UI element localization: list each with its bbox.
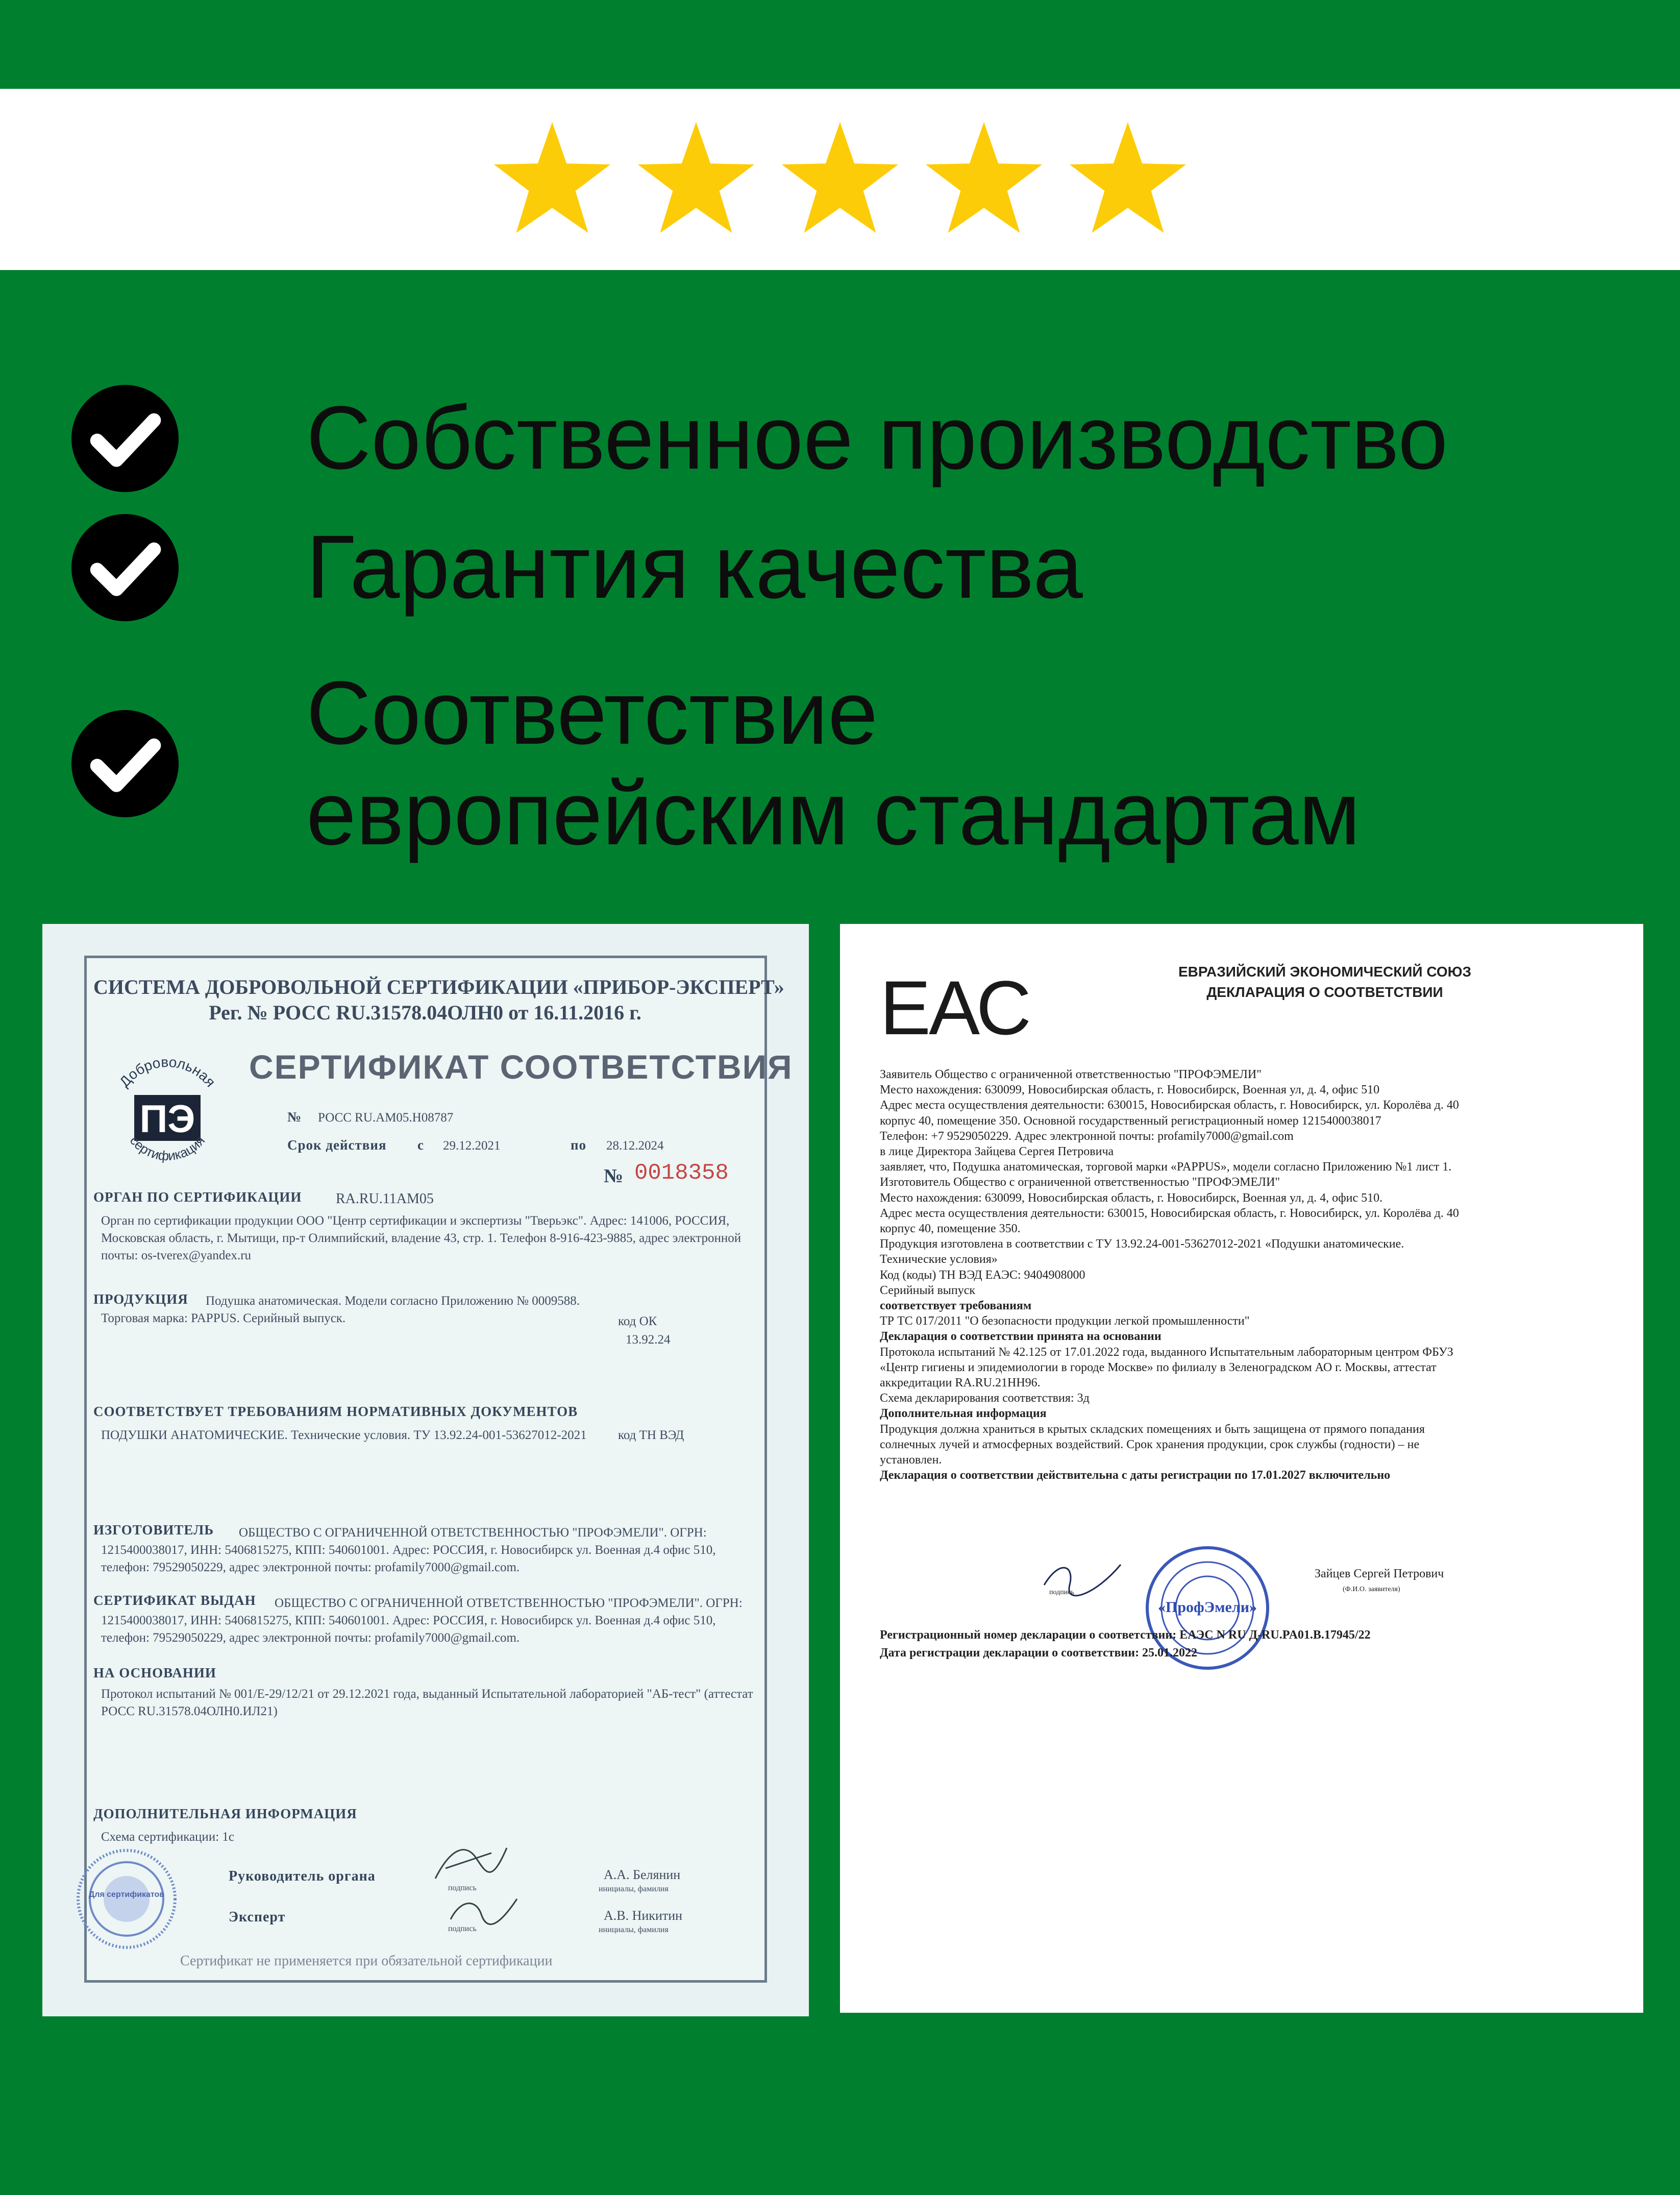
logo-text: сертификация [127, 1133, 208, 1164]
decl-header-title: ДЕКЛАРАЦИЯ О СООТВЕТСТВИИ [1206, 984, 1443, 1000]
issued-label: СЕРТИФИКАТ ВЫДАН [93, 1593, 256, 1608]
expert-name: А.В. Никитин [604, 1908, 683, 1923]
organ-text: Орган по сертификации продукции ООО "Центр сертификации и экспертизы "Тверьэкс". Адрес: 141006, РОССИЯ, Московская область, г. Мытищи, пр-т Олимпийский, владение 43, стр. 1. Телефон 8-916-423-9885, адрес электронной почты: os-tverex@yandex.ru [101, 1214, 742, 1262]
product-label: ПРОДУКЦИЯ [93, 1291, 188, 1307]
decl-signer: Зайцев Сергей Петрович [1315, 1567, 1444, 1580]
cert-number: РОСС RU.АМ05.Н08787 [318, 1111, 454, 1125]
head-name: А.А. Белянин [604, 1867, 681, 1882]
decl-header-union: ЕВРАЗИЙСКИЙ ЭКОНОМИЧЕСКИЙ СОЮЗ [1178, 964, 1472, 980]
certification-stamp-icon [76, 1848, 178, 1950]
decl-line: Заявитель Общество с ограниченной ответственностью "ПРОФЭМЕЛИ" [880, 1068, 1262, 1081]
check-circle-icon [71, 385, 179, 492]
cert-system: СИСТЕМА ДОБРОВОЛЬНОЙ СЕРТИФИКАЦИИ «ПРИБОР-ЭКСПЕРТ» [93, 975, 784, 998]
rating-stars [0, 89, 1680, 270]
head-label: Руководитель органа [229, 1868, 376, 1884]
feature-text: Собственное производство [306, 388, 1448, 489]
from-label: с [417, 1137, 424, 1153]
decl-line: корпус 40, помещение 350. [880, 1222, 1021, 1235]
decl-line: соответствует требованиям [880, 1299, 1032, 1312]
sign-caption: подпись [448, 1884, 477, 1892]
decl-line: Место нахождения: 630099, Новосибирская область, г. Новосибирск, Военная ул, д. 4, офис 510 [880, 1083, 1380, 1097]
decl-line: установлен. [880, 1453, 942, 1467]
declaration-document [840, 924, 1643, 2013]
feature-eu-standards [71, 663, 1361, 864]
expert-label: Эксперт [229, 1909, 286, 1925]
decl-reg-date: Дата регистрации декларации о соответствии: 25.01.2022 [880, 1646, 1198, 1660]
validity-label: Срок действия [287, 1137, 387, 1153]
decl-reg-number: Регистрационный номер декларации о соответствии: ЕАЭС N RU Д-RU.PA01.B.17945/22 [880, 1628, 1371, 1642]
decl-line: Адрес места осуществления деятельности: 630015, Новосибирская область, г. Новосибирск, ул. Королёва д. 40 [880, 1206, 1459, 1220]
eac-logo: ЕАС [880, 965, 1030, 1051]
decl-line: Адрес места осуществления деятельности: 630015, Новосибирская область, г. Новосибирск, ул. Королёва д. 40 [880, 1099, 1459, 1112]
decl-line: солнечных лучей и атмосферных воздействий. Срок хранения продукции, срок службы (годности) – не [880, 1437, 1420, 1451]
organ-code: RA.RU.11АМ05 [336, 1191, 434, 1207]
basis-text: Протокол испытаний № 001/Е-29/12/21 от 29.12.2021 года, выданный Испытательной лабораторией "АБ-тест" (аттестат РОСС RU.31578.04ОЛН0.ИЛ21) [101, 1687, 753, 1718]
decl-line: Код (коды) ТН ВЭД ЕАЭС: 9404908000 [880, 1268, 1085, 1282]
organ-label: ОРГАН ПО СЕРТИФИКАЦИИ [93, 1189, 302, 1205]
cert-reg: Рег. № РОСС RU.31578.04ОЛН0 от 16.11.2016 г. [209, 1001, 641, 1024]
conform-label: СООТВЕТСТВУЕТ ТРЕБОВАНИЯМ НОРМАТИВНЫХ ДОКУМЕНТОВ [93, 1404, 578, 1419]
decl-line: Продукция должна храниться в крытых складских помещениях и быть защищена от прямого попадания [880, 1422, 1425, 1436]
sign-caption: подпись [448, 1924, 477, 1933]
feature-own-production [71, 385, 1448, 492]
serial-label: № [604, 1165, 624, 1187]
logo-text: Добровольная [116, 1054, 219, 1090]
decl-line: корпус 40, помещение 350. Основной государственный регистрационный номер 1215400038017 [880, 1114, 1381, 1128]
product-text: Подушка анатомическая. Модели согласно Приложению № 0009588. [206, 1294, 580, 1308]
from-date: 29.12.2021 [443, 1139, 501, 1153]
decl-line: аккредитации RA.RU.21НН96. [880, 1376, 1041, 1389]
name-caption: инициалы, фамилия [599, 1925, 669, 1934]
decl-line: Протокола испытаний № 42.125 от 17.01.2022 года, выданного Испытательным лабораторным центром ФБУЗ [880, 1345, 1453, 1359]
feature-list [0, 270, 1680, 908]
logo-text: ПЭ [139, 1098, 195, 1141]
extra-label: ДОПОЛНИТЕЛЬНАЯ ИНФОРМАЦИЯ [93, 1806, 357, 1821]
decl-line: Декларация о соответствии действительна с даты регистрации по 17.01.2027 включительно [880, 1469, 1391, 1482]
stamp-text: «ПрофЭмели» [1158, 1599, 1257, 1616]
svg-text:Добровольная [116, 1054, 219, 1090]
feature-text [306, 663, 1361, 864]
star-icon [920, 118, 1048, 241]
decl-line: в лице Директора Зайцева Сергея Петровича [880, 1145, 1114, 1158]
pe-logo-icon [98, 1046, 236, 1184]
basis-label: НА ОСНОВАНИИ [93, 1665, 216, 1680]
feature-text: Гарантия качества [306, 517, 1083, 618]
decl-line: Декларация о соответствии принята на основании [880, 1330, 1162, 1344]
extra-text: Схема сертификации: 1с [101, 1830, 234, 1844]
feature-quality-guarantee [71, 514, 1083, 621]
cert-footer: Сертификат не применяется при обязательной сертификации [180, 1953, 553, 1969]
decl-signer-caption: (Ф.И.О. заявителя) [1343, 1586, 1400, 1593]
decl-line: «Центр гигиены и эпидемиологии в городе Москве» по филиалу в Зеленоградском АО г. Москвы, аттестат [880, 1360, 1437, 1374]
maker-label: ИЗГОТОВИТЕЛЬ [93, 1522, 214, 1538]
cert-number-label: № [287, 1109, 302, 1125]
star-icon [1064, 118, 1192, 241]
decl-line: Продукция изготовлена в соответствии с ТУ 13.92.24-001-53627012-2021 «Подушки анатомические. [880, 1237, 1404, 1251]
star-icon [776, 118, 904, 241]
decl-line: Технические условия» [880, 1253, 998, 1266]
decl-line: Дополнительная информация [880, 1407, 1047, 1421]
trademark-text: Торговая марка: PAPPUS. Серийный выпуск. [101, 1311, 346, 1325]
conform-text: ПОДУШКИ АНАТОМИЧЕСКИЕ. Технические условия. ТУ 13.92.24-001-53627012-2021 [101, 1428, 587, 1442]
decl-sign-caption: подпись [1049, 1589, 1074, 1596]
star-icon [632, 118, 760, 241]
cert-title: СЕРТИФИКАТ СООТВЕТСТВИЯ [249, 1048, 793, 1086]
name-caption: инициалы, фамилия [599, 1885, 669, 1893]
okp-label: код ОК [618, 1314, 657, 1328]
check-circle-icon [71, 514, 179, 621]
stamp-text: Для сертификатов [88, 1890, 165, 1899]
decl-line: Схема декларирования соответствия: 3д [880, 1392, 1090, 1405]
star-icon [488, 118, 616, 241]
okp-code: 13.92.24 [626, 1333, 671, 1347]
decl-line: Место нахождения: 630099, Новосибирская область, г. Новосибирск, Военная ул, д. 4, офис 510. [880, 1191, 1383, 1205]
feature-line: Соответствие [306, 663, 878, 763]
to-date: 28.12.2024 [606, 1139, 664, 1153]
feature-line: европейским стандартам [306, 764, 1361, 864]
check-circle-icon [71, 710, 179, 817]
signature-icon [430, 1838, 512, 1889]
to-label: по [571, 1137, 587, 1153]
certificate-document [42, 924, 809, 2016]
decl-line: Телефон: +7 9529050229. Адрес электронной почты: profamily7000@gmail.com [880, 1129, 1294, 1143]
top-green-band [0, 0, 1680, 89]
decl-line: ТР ТС 017/2011 "О безопасности продукции легкой промышленности" [880, 1314, 1250, 1328]
serial-number: 0018358 [634, 1160, 729, 1186]
issued-text: ОБЩЕСТВО С ОГРАНИЧЕННОЙ ОТВЕТСТВЕННОСТЬЮ "ПРОФЭМЕЛИ". ОГРН: 1215400038017, ИНН: 5406815275, КПП: 540601001. Адрес: РОССИЯ, г. Новосибирск ул. Военная д.4 офис 510, телефон: 79529050229, адрес электронной почты: profamily7000@gmail.com. [101, 1596, 743, 1645]
decl-line: Изготовитель Общество с ограниченной ответственностью "ПРОФЭМЕЛИ" [880, 1176, 1280, 1189]
maker-text: ОБЩЕСТВО С ОГРАНИЧЕННОЙ ОТВЕТСТВЕННОСТЬЮ "ПРОФЭМЕЛИ". ОГРН: 1215400038017, ИНН: 5406815275, КПП: 540601001. Адрес: РОССИЯ, г. Новосибирск ул. Военная д.4 офис 510, телефон: 79529050229, адрес электронной почты: profamily7000@gmail.com. [101, 1526, 716, 1574]
tnved-label: код ТН ВЭД [618, 1428, 684, 1442]
decl-line: заявляет, что, Подушка анатомическая, торговой марки «PAPPUS», модели согласно Приложению №1 лист 1. [880, 1160, 1452, 1174]
decl-line: Серийный выпуск [880, 1283, 976, 1297]
